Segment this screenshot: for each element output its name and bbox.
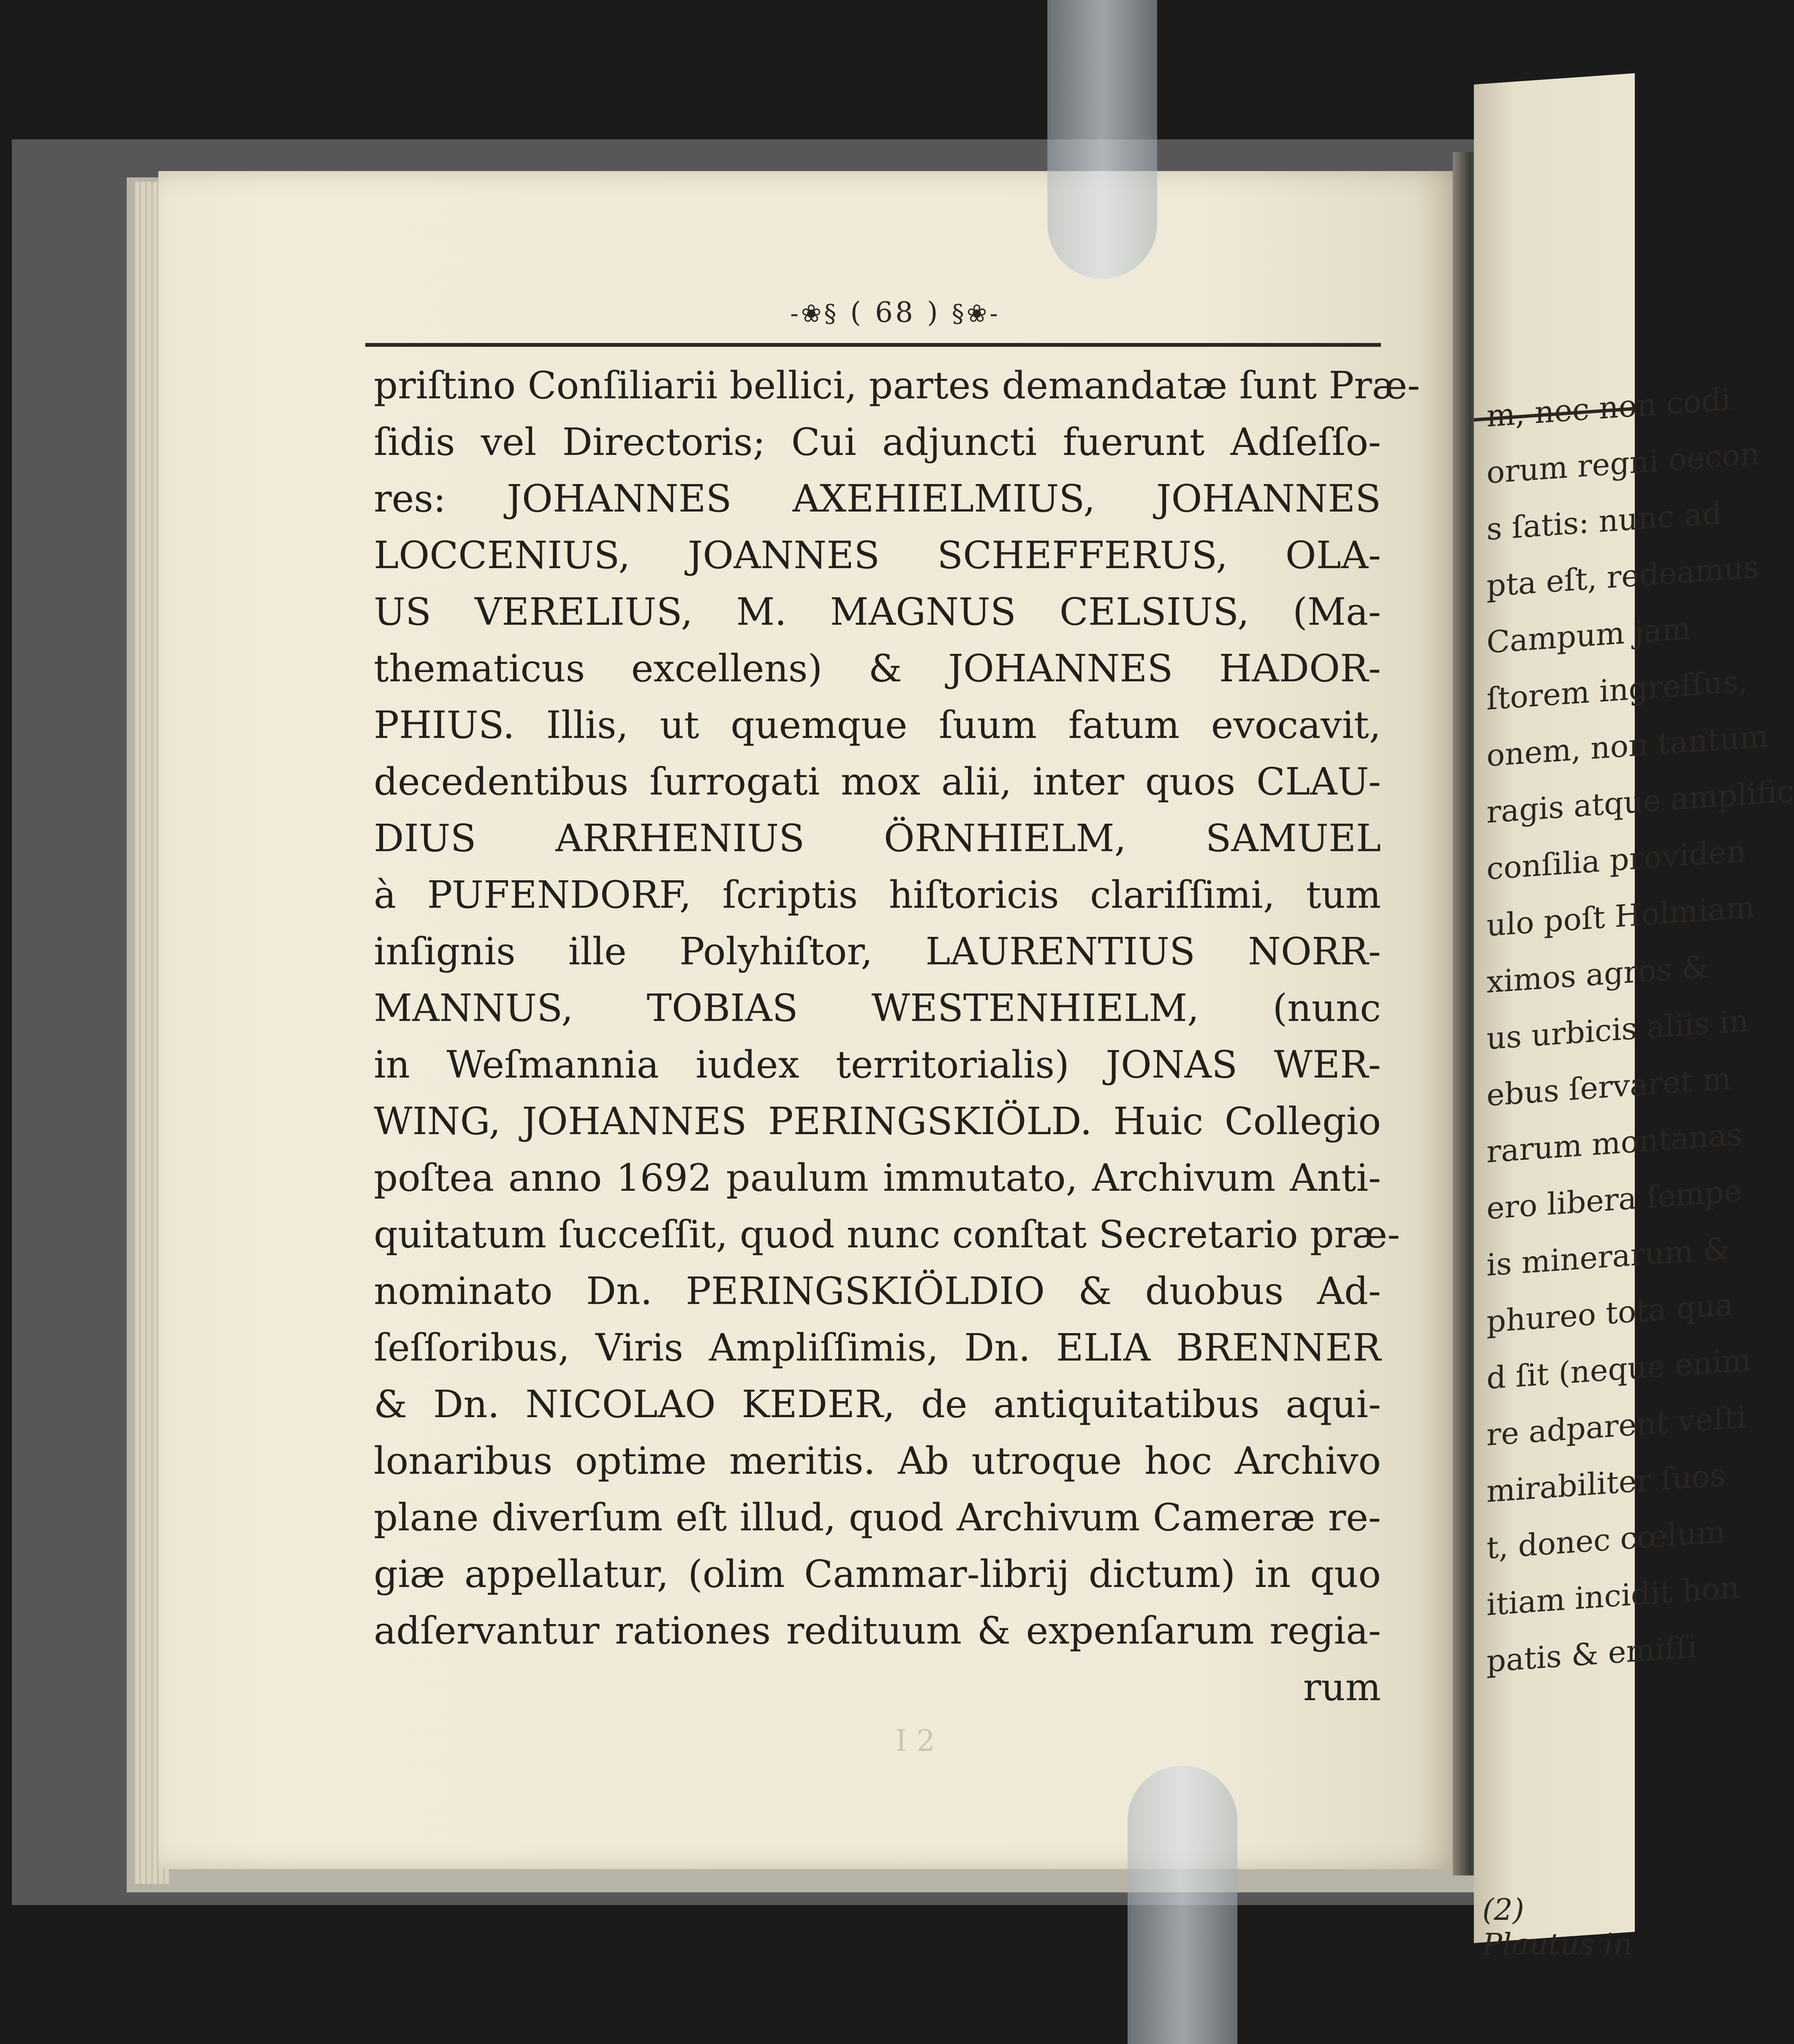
next-page-text [1487, 377, 1794, 1690]
next-page-line: is minerarum & [1487, 1230, 1730, 1283]
text-line: inſignis ille Polyhiſtor, LAURENTIUS NORR- [374, 929, 1381, 973]
next-page-line: onem, non tantum [1487, 718, 1769, 773]
next-page [1474, 73, 1794, 1943]
next-page-line: patis & emiſſi [1487, 1629, 1697, 1679]
next-page-line: rarum montanas [1487, 1116, 1742, 1170]
page-number: ( 68 ) [850, 296, 940, 329]
body-text [374, 357, 1420, 1715]
next-page-line: ebus ſervaret m [1487, 1060, 1731, 1113]
text-line: PHIUS. Illis, ut quemque ſuum fatum evocavit, [374, 703, 1381, 747]
next-page-line: t, donec cœlum [1487, 1513, 1726, 1566]
text-line: giæ appellatur, (olim Cammar-librij dictum) in quo [374, 1552, 1381, 1596]
next-page-line: us urbicis aliis in [1487, 1002, 1749, 1056]
catchword: rum [1303, 1665, 1381, 1709]
text-line: plane diverſum eſt illud, quod Archivum Cameræ re- [374, 1495, 1381, 1539]
text-line: US VERELIUS, M. MAGNUS CELSIUS, (Ma- [374, 590, 1381, 634]
next-page-line: pta eſt, redeamus [1487, 549, 1759, 604]
text-line: nominato Dn. PERINGSKIÖLDIO & duobus Ad- [374, 1269, 1381, 1313]
signature-mark: I 2 [895, 1723, 935, 1758]
next-page-line: Campum jam [1487, 610, 1691, 660]
right-ornament-icon: §❀- [951, 299, 1000, 328]
top-holder-clip [1047, 0, 1157, 279]
next-page-line: phureo tota qua [1487, 1287, 1734, 1339]
text-line: priſtino Conſiliarii bellici, partes demandatæ ſunt Præ- [374, 363, 1420, 407]
page-header [735, 291, 1056, 334]
text-line: decedentibus ſurrogati mox alii, inter quos CLAU- [374, 759, 1381, 803]
header-rule [365, 343, 1381, 347]
text-line: poſtea anno 1692 paulum immutato, Archivum Anti- [374, 1156, 1381, 1200]
next-page-line: ulo poſt Holmiam [1487, 889, 1755, 943]
text-line: ſidis vel Directoris; Cui adjuncti fuerunt Adſeſſo- [374, 420, 1381, 464]
next-page-line: ſtorem ingreſſus, [1487, 663, 1748, 717]
next-page-line: mirabiliter ſuos [1487, 1457, 1726, 1509]
text-line: WING, JOHANNES PERINGSKIÖLD. Huic Collegio [374, 1099, 1381, 1143]
next-page-line: ero libera ſempe [1487, 1173, 1742, 1226]
text-line: & Dn. NICOLAO KEDER, de antiquitatibus aqui- [374, 1382, 1381, 1426]
next-page-line: m, nec non codi [1487, 381, 1731, 434]
next-page-line: ximos agros & [1487, 949, 1709, 1000]
text-line: res: JOHANNES AXEHIELMIUS, JOHANNES [374, 476, 1381, 520]
next-page-line: itiam incidit hon [1487, 1569, 1740, 1622]
next-page-line: conſilia providen [1487, 833, 1746, 887]
bottom-holder-clip [1128, 1766, 1237, 2044]
text-line: à PUFENDORF, ſcriptis hiſtoricis clariſſimi, tum [374, 873, 1381, 917]
next-page-line: d ſit (neque enim [1487, 1342, 1751, 1396]
next-page-line: ragis atque amplific [1487, 773, 1794, 830]
left-ornament-icon: -❀§ [790, 299, 839, 328]
text-line: thematicus excellens) & JOHANNES HADOR- [374, 646, 1381, 690]
text-line: LOCCENIUS, JOANNES SCHEFFERUS, OLA- [374, 533, 1381, 577]
text-line: adſervantur rationes redituum & expenſarum regia- [374, 1609, 1381, 1652]
next-page-line: s ſatis: nunc ad [1487, 495, 1722, 547]
text-line: ſeſſoribus, Viris Ampliſſimis, Dn. ELIA BRENNER [374, 1325, 1381, 1369]
text-line: DIUS ARRHENIUS ÖRNHIELM, SAMUEL [374, 816, 1381, 860]
next-page-line: orum regni oecon [1487, 435, 1760, 490]
next-page-footnote: (2) Plautus in [1482, 1892, 1633, 1962]
text-line: in Weſmannia iudex territorialis) JONAS WER- [374, 1042, 1381, 1086]
text-line: quitatum ſucceſſit, quod nunc conſtat Secretario præ- [374, 1212, 1400, 1256]
next-page-line: re adparent veſti [1487, 1399, 1747, 1453]
text-line: MANNUS, TOBIAS WESTENHIELM, (nunc [374, 986, 1381, 1030]
text-line: lonaribus optime meritis. Ab utroque hoc Archivo [374, 1439, 1381, 1483]
